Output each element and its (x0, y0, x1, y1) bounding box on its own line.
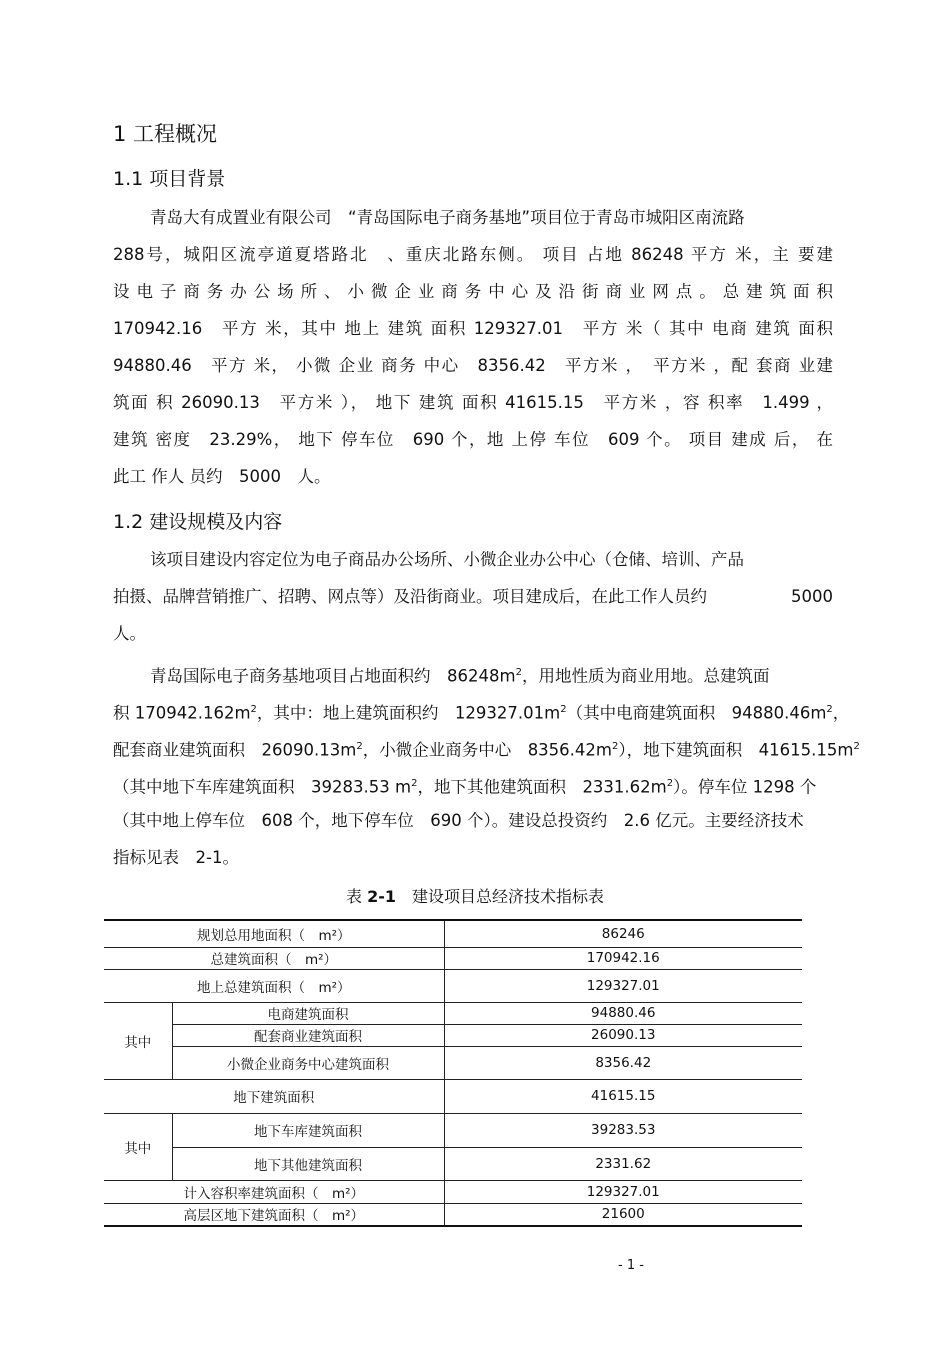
superscript: 2 (515, 667, 522, 678)
text-span: ，小微企业商务中心 8356.42m (362, 740, 612, 760)
table-cell-label: 电商建筑面积 (172, 1002, 444, 1024)
text-span: ）。停车位 1298 个 (673, 777, 817, 797)
text-span: 积 170942.162m (113, 703, 251, 723)
table-row (104, 920, 802, 947)
table-cell-label: 配套商业建筑面积 (172, 1024, 444, 1046)
superscript: 2 (411, 778, 418, 789)
table-cell-value: 86246 (444, 920, 802, 947)
table-cell-value: 21600 (444, 1203, 802, 1226)
paragraph-line (113, 728, 860, 765)
paragraph-line: 青岛大有成置业有限公司 “青岛国际电子商务基地”项目位于青岛市城阳区南流路 (150, 208, 745, 227)
text-span: ，用地性质为商业用地。总建筑面 (521, 666, 770, 686)
table-cell-label: 地上总建筑面积（ m²） (104, 969, 444, 1002)
table-cell-group: 其中 (104, 1113, 172, 1180)
paragraph-line (113, 691, 850, 728)
paragraph-line: （其中地上停车位 608 个，地下停车位 690 个）。建设总投资约 2.6 亿元。主要经济技术 (113, 811, 804, 830)
table-cell-label: 计入容积率建筑面积（ m²） (104, 1180, 444, 1203)
table-row (104, 1147, 802, 1180)
paragraph-project-background (113, 199, 833, 495)
paragraph-line-number: 5000 (791, 587, 833, 606)
table-caption (0, 884, 950, 907)
table-row (104, 969, 802, 1002)
paragraph-area-details (113, 654, 860, 876)
paragraph-line: 288号，城阳区流亭道夏塔路北 、重庆北路东侧。 项目 占地 86248 平方 米，主 要建 (113, 245, 833, 264)
page-number: - 1 - (618, 1258, 644, 1273)
text-span: ），地下建筑面积 41615.15m (618, 740, 854, 760)
paragraph-line: 建筑 密度 23.29%， 地下 停车位 690 个，地 上停 车位 609 个。 项目 建成 后， 在 (113, 430, 833, 449)
paragraph-line: 94880.46 平方 米， 小微 企业 商务 中心 8356.42 平方米 ， 平方米 ，配 套商 业建 (113, 356, 833, 375)
table-cell-label: 总建筑面积（ m²） (104, 947, 444, 969)
paragraph-line: 人。 (113, 624, 146, 643)
table-row (104, 1024, 802, 1046)
table-cell-value: 26090.13 (444, 1024, 802, 1046)
text-span: 青岛国际电子商务基地项目占地面积约 86248m (150, 666, 516, 686)
paragraph-line: 筑面 积 26090.13 平方米 ）， 地下 建筑 面积 41615.15 平方米 ，容 积率 1.499 ， (113, 393, 833, 412)
text-span: 配套商业建筑面积 26090.13m (113, 740, 357, 760)
superscript: 2 (250, 704, 257, 715)
superscript: 2 (356, 741, 363, 752)
table-cell-value: 39283.53 (444, 1113, 802, 1147)
table-cell-label: 高层区地下建筑面积（ m²） (104, 1203, 444, 1226)
table-row (104, 1113, 802, 1147)
superscript: 2 (612, 741, 619, 752)
paragraph-line: 170942.16 平方 米，其中 地上 建筑 面积 129327.01 平方 米（ 其中 电商 建筑 面积 (113, 319, 833, 338)
paragraph-line: 指标见表 2-1。 (113, 848, 239, 867)
text-span: ，其中：地上建筑面积约 129327.01m (256, 703, 561, 723)
superscript: 2 (826, 704, 833, 715)
table-cell-label: 小微企业商务中心建筑面积 (172, 1046, 444, 1079)
table-cell-label: 地下建筑面积 (104, 1079, 444, 1113)
caption-prefix: 表 (345, 887, 368, 906)
paragraph-line (113, 578, 833, 615)
table-cell-value: 129327.01 (444, 969, 802, 1002)
table-cell-value: 8356.42 (444, 1046, 802, 1079)
paragraph-construction-content (113, 541, 833, 652)
table-cell-label: 地下车库建筑面积 (172, 1113, 444, 1147)
text-span: （其中地下车库建筑面积 39283.53 m (113, 777, 412, 797)
superscript: 2 (560, 704, 567, 715)
table-row (104, 1079, 802, 1113)
text-span: （其中电商建筑面积 94880.46m (566, 703, 827, 723)
table-cell-label: 规划总用地面积（ m²） (104, 920, 444, 947)
table-cell-value: 2331.62 (444, 1147, 802, 1180)
table-cell-group: 其中 (104, 1002, 172, 1079)
table-row (104, 1180, 802, 1203)
superscript: 2 (666, 778, 674, 789)
paragraph-line (113, 765, 833, 802)
paragraph-line: 设 电 子 商 务 办 公 场 所 、 小 微 企 业 商 务 中 心 及 沿 街 商 业 网 点 。 总 建 筑 面 积 (113, 282, 833, 301)
table-cell-value: 129327.01 (444, 1180, 802, 1203)
table-cell-label: 地下其他建筑面积 (172, 1147, 444, 1180)
table-row (104, 1002, 802, 1024)
table-row (104, 1203, 802, 1226)
caption-number: 2-1 (367, 887, 396, 906)
heading-1-2-construction-scale: 1.2 建设规模及内容 (113, 511, 283, 533)
table-cell-value: 41615.15 (444, 1079, 802, 1113)
table-cell-value: 170942.16 (444, 947, 802, 969)
economic-indicators-table (104, 919, 802, 1227)
superscript: 2 (853, 741, 860, 752)
heading-1-1-project-background: 1.1 项目背景 (113, 168, 226, 190)
text-span: ，地下其他建筑面积 2331.62m (417, 777, 667, 797)
table-row (104, 1046, 802, 1079)
paragraph-line-text: 拍摄、品牌营销推广、招聘、网点等）及沿街商业。项目建成后，在此工作人员约 (113, 587, 707, 606)
heading-1-project-overview: 1 工程概况 (113, 122, 218, 146)
paragraph-line (113, 654, 833, 691)
caption-title: 建设项目总经济技术指标表 (395, 887, 604, 906)
text-span: ， (832, 703, 850, 723)
paragraph-line: 该项目建设内容定位为电子商品办公场所、小微企业办公中心（仓储、培训、产品 (150, 550, 744, 569)
table-cell-value: 94880.46 (444, 1002, 802, 1024)
table-row (104, 947, 802, 969)
paragraph-line: 此工 作人 员约 5000 人。 (113, 467, 331, 486)
